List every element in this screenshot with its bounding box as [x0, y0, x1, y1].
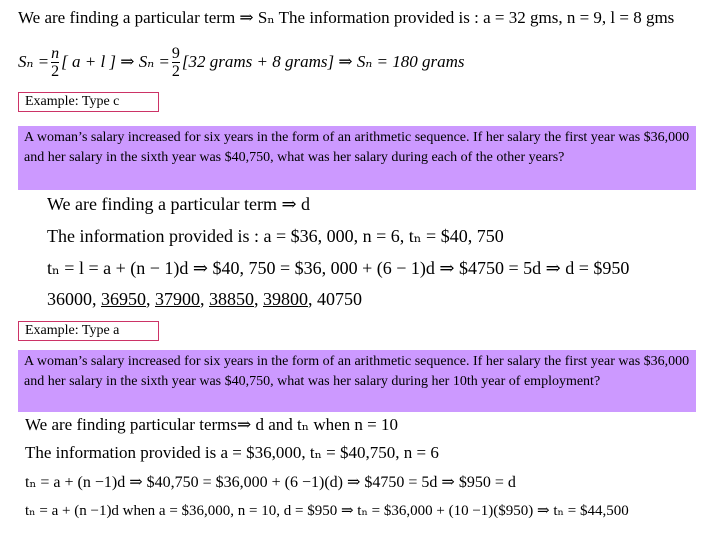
example-type-a-problem: A woman’s salary increased for six years in the form of an arithmetic sequence. If her salary the first year was $36,000 and her salary in the sixth year was $40,750, what was her salary during her 10th year of employment? [18, 350, 696, 412]
typea-result-line: tₙ = a + (n −1)d when a = $36,000, n = 10, d = $950 ⇒ tₙ = $36,000 + (10 −1)($950) ⇒ tₙ = $44,500 [25, 503, 629, 519]
typeb-formula-middle: [ a + l ] ⇒ Sₙ = [61, 52, 170, 71]
example-type-a-label: Example: Type a [18, 321, 159, 341]
typec-derivation-line: tₙ = l = a + (n − 1)d ⇒ $40, 750 = $36, 000 + (6 − 1)d ⇒ $4750 = 5d ⇒ d = $950 [47, 258, 630, 278]
sequence-term-4: 38850 [209, 289, 254, 309]
typeb-formula-lhs: Sₙ = [18, 52, 50, 71]
sequence-term-1: 36000 [47, 289, 92, 309]
frac-denominator: 2 [171, 62, 180, 80]
typea-derivation-line: tₙ = a + (n −1)d ⇒ $40,750 = $36,000 + (6 −1)(d) ⇒ $4750 = 5d ⇒ $950 = d [25, 474, 516, 491]
frac-numerator: n [51, 44, 60, 62]
example-type-c-label: Example: Type c [18, 92, 159, 112]
typeb-finding-line: We are finding a particular term ⇒ Sₙ The information provided is : a = 32 gms, n = 9, l = 8 gms [18, 8, 675, 27]
sequence-term-3: 37900 [155, 289, 200, 309]
typeb-fraction-9-over-2 [172, 45, 180, 80]
sequence-term-5: 39800 [263, 289, 308, 309]
typeb-sum-formula-line [18, 42, 465, 82]
typec-info-line: The information provided is : a = $36, 000, n = 6, tₙ = $40, 750 [47, 226, 504, 246]
frac-numerator: 9 [171, 44, 180, 62]
typea-finding-line: We are finding particular terms⇒ d and tₙ when n = 10 [25, 415, 399, 434]
typeb-formula-result: [32 grams + 8 grams] ⇒ Sₙ = 180 grams [181, 52, 465, 71]
typec-sequence-line: 36000, 36950, 37900, 38850, 39800, 40750 [47, 289, 362, 309]
sequence-term-6: 40750 [317, 289, 362, 309]
frac-denominator: 2 [51, 62, 60, 80]
example-type-c-problem: A woman’s salary increased for six years in the form of an arithmetic sequence. If her salary the first year was $36,000 and her salary in the sixth year was $40,750, what was her salary during each of the other years? [18, 126, 696, 190]
typec-finding-line: We are finding a particular term ⇒ d [47, 194, 311, 214]
typea-info-line: The information provided is a = $36,000, tₙ = $40,750, n = 6 [25, 443, 439, 462]
sequence-term-2: 36950 [101, 289, 146, 309]
typeb-fraction-n-over-2 [51, 45, 59, 80]
